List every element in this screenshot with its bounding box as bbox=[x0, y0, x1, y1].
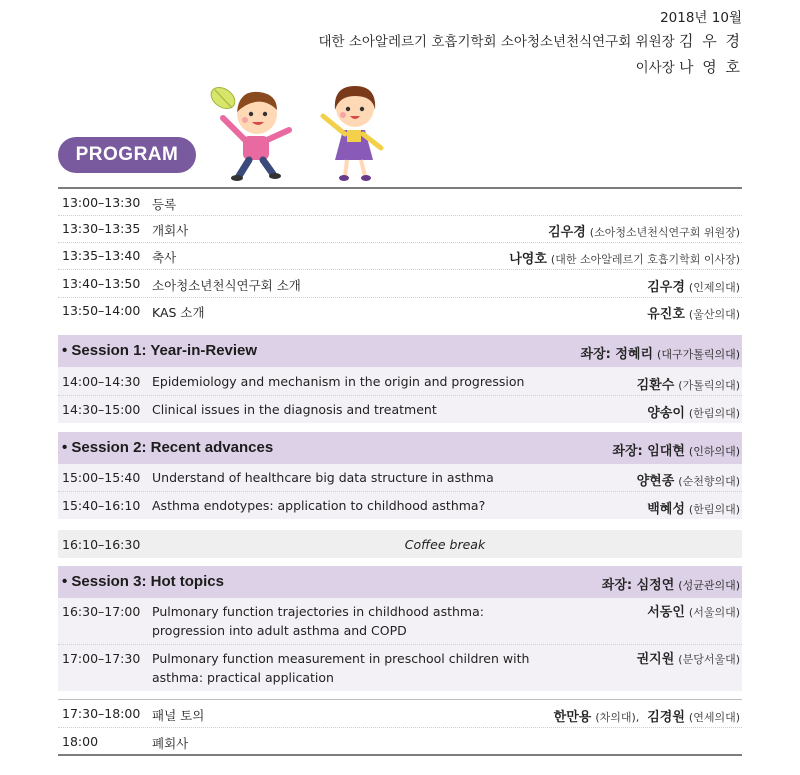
row-title: Asthma endotypes: application to childhood asthma? bbox=[152, 498, 486, 513]
table-bottom-rule bbox=[58, 754, 742, 756]
row-divider bbox=[58, 215, 742, 216]
row-divider bbox=[58, 699, 742, 700]
row-title: 축사 bbox=[152, 250, 177, 265]
row-time: 13:50–14:00 bbox=[62, 303, 141, 318]
girl-figure bbox=[323, 86, 381, 181]
table-top-rule bbox=[58, 187, 742, 189]
row-time: 13:30–13:35 bbox=[62, 221, 141, 236]
row-time: 14:30–15:00 bbox=[62, 402, 141, 417]
row-speaker bbox=[647, 276, 740, 295]
speaker-affiliation: (소아청소년천식연구회 위원장) bbox=[589, 226, 740, 239]
row-speaker bbox=[637, 470, 740, 489]
speaker-name: 나영호 bbox=[509, 252, 547, 267]
row-title: KAS 소개 bbox=[152, 305, 205, 320]
header-org: 대한 소아알레르기 호흡기학회 소아청소년천식연구회 위원장 bbox=[318, 34, 675, 50]
session-chair bbox=[612, 440, 740, 459]
row-divider bbox=[58, 242, 742, 243]
speaker-affiliation: (인제의대) bbox=[688, 281, 740, 294]
header-president-name: 나 영 호 bbox=[678, 58, 742, 76]
speaker-name: 양송이 bbox=[647, 406, 685, 421]
header-president bbox=[636, 56, 742, 77]
row-divider bbox=[58, 644, 742, 645]
row-title: 등록 bbox=[152, 197, 177, 212]
title-line: progression into adult asthma and COPD bbox=[152, 623, 407, 638]
row-title: 폐회사 bbox=[152, 736, 189, 751]
speaker-name: 백혜성 bbox=[647, 502, 685, 517]
session-title: • Session 2: Recent advances bbox=[62, 439, 274, 456]
row-title: 패널 토의 bbox=[152, 708, 205, 723]
chair-label: 좌장: 심정연 bbox=[601, 578, 675, 593]
speaker-name: 권지원 bbox=[636, 652, 675, 667]
row-divider bbox=[58, 269, 742, 270]
session-title: • Session 1: Year-in-Review bbox=[62, 342, 258, 359]
row-time: 13:40–13:50 bbox=[62, 276, 141, 291]
row-speaker bbox=[647, 498, 740, 517]
row-title bbox=[152, 602, 484, 640]
coffee-break-label: Coffee break bbox=[404, 537, 486, 552]
row-speaker bbox=[647, 402, 740, 421]
speaker-affiliation: (울산의대) bbox=[688, 308, 740, 321]
speaker-name: 유진호 bbox=[647, 307, 685, 322]
header-role: 이사장 bbox=[635, 60, 675, 76]
speaker-name: 한만용 bbox=[553, 710, 592, 725]
kids-illustration bbox=[205, 78, 405, 188]
row-title: Understand of healthcare big data structure in asthma bbox=[152, 470, 494, 485]
row-title: 소아청소년천식연구회 소개 bbox=[152, 278, 301, 293]
header-committee-chair bbox=[318, 30, 742, 51]
row-time: 17:00–17:30 bbox=[62, 651, 141, 666]
session-title: • Session 3: Hot topics bbox=[62, 573, 224, 590]
speaker-name: 서동인 bbox=[647, 605, 685, 620]
row-time: 16:30–17:00 bbox=[62, 604, 141, 619]
title-line: asthma: practical application bbox=[152, 670, 334, 685]
row-speaker bbox=[637, 374, 740, 393]
row-time: 18:00 bbox=[62, 734, 99, 749]
session-1-header bbox=[58, 335, 742, 367]
row-time: 17:30–18:00 bbox=[62, 706, 141, 721]
row-time: 14:00–14:30 bbox=[62, 374, 141, 389]
row-time: 13:35–13:40 bbox=[62, 248, 141, 263]
row-title bbox=[152, 649, 529, 687]
speaker-affiliation: (차의대), bbox=[595, 711, 640, 724]
header-chair-name: 김 우 경 bbox=[678, 32, 742, 50]
row-title: Clinical issues in the diagnosis and treatment bbox=[152, 402, 437, 417]
row-title: 개회사 bbox=[152, 223, 189, 238]
session-chair bbox=[602, 574, 740, 593]
row-speaker bbox=[548, 221, 740, 240]
chair-affiliation: (인하의대) bbox=[688, 445, 740, 458]
leaf-icon bbox=[207, 83, 239, 113]
chair-label: 좌장: 임대현 bbox=[612, 444, 685, 459]
coffee-break-row bbox=[58, 530, 742, 558]
row-speaker bbox=[647, 303, 740, 322]
speaker-name: 김우경 bbox=[647, 280, 685, 295]
speaker-name: 양현종 bbox=[636, 474, 675, 489]
row-time: 16:10–16:30 bbox=[62, 537, 141, 552]
chair-affiliation: (성균관의대) bbox=[678, 579, 740, 592]
speaker-affiliation: (분당서울대) bbox=[678, 653, 740, 666]
row-divider bbox=[58, 297, 742, 298]
row-time: 15:40–16:10 bbox=[62, 498, 141, 513]
title-line: Pulmonary function measurement in preschool children with bbox=[152, 651, 530, 666]
speaker-affiliation: (대한 소아알레르기 호흡기학회 이사장) bbox=[550, 253, 740, 266]
chair-label: 좌장: 정혜리 bbox=[580, 347, 654, 362]
session-3-header bbox=[58, 566, 742, 598]
speaker-name: 김경원 bbox=[647, 710, 685, 725]
row-divider bbox=[58, 491, 742, 492]
speaker-affiliation: (한림의대) bbox=[688, 407, 740, 420]
header-date: 2018년 10월 bbox=[660, 10, 742, 26]
title-line: Pulmonary function trajectories in childhood asthma: bbox=[152, 604, 484, 619]
session-chair bbox=[581, 343, 740, 362]
row-speakers bbox=[554, 706, 740, 725]
chair-affiliation: (대구가톨릭의대) bbox=[657, 348, 740, 361]
session-2-header bbox=[58, 432, 742, 464]
speaker-affiliation: (연세의대) bbox=[688, 711, 740, 724]
row-divider bbox=[58, 727, 742, 728]
row-time: 15:00–15:40 bbox=[62, 470, 141, 485]
speaker-name: 김우경 bbox=[548, 225, 586, 240]
row-divider bbox=[58, 395, 742, 396]
speaker-affiliation: (가톨릭의대) bbox=[678, 379, 740, 392]
program-badge: PROGRAM bbox=[58, 137, 196, 173]
row-speaker bbox=[637, 649, 740, 669]
row-speaker bbox=[647, 602, 740, 622]
row-title: Epidemiology and mechanism in the origin and progression bbox=[152, 374, 525, 389]
row-speaker bbox=[509, 248, 740, 267]
speaker-name: 김환수 bbox=[636, 378, 675, 393]
speaker-affiliation: (순천향의대) bbox=[678, 475, 740, 488]
speaker-affiliation: (서울의대) bbox=[688, 606, 740, 619]
row-time: 13:00–13:30 bbox=[62, 195, 141, 210]
speaker-affiliation: (한림의대) bbox=[688, 503, 740, 516]
